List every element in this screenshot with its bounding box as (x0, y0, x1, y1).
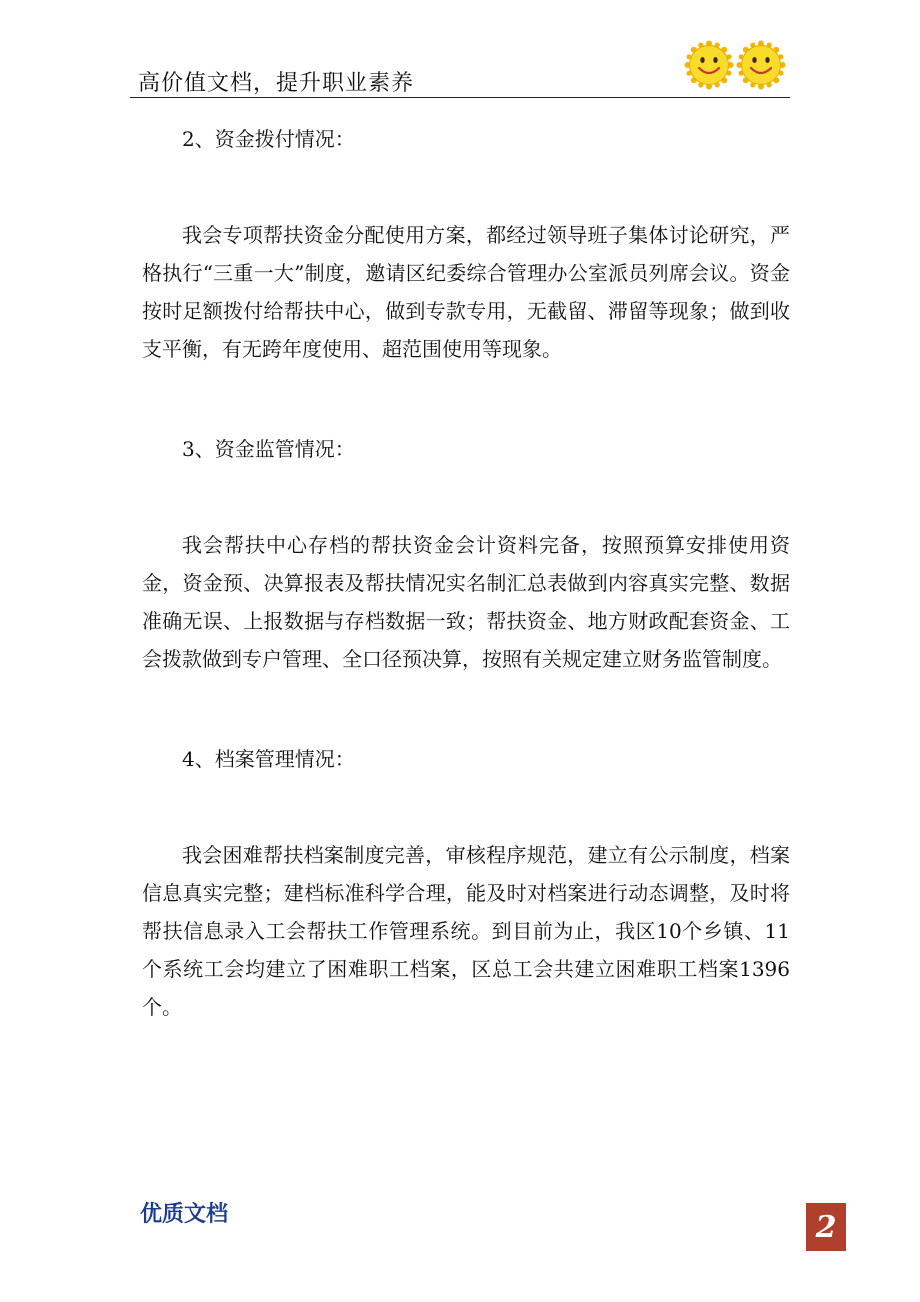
smiley-icon (736, 40, 786, 90)
header-divider (130, 97, 790, 98)
section-heading: 3、资金监管情况： (182, 437, 355, 461)
page-number: 2 (815, 1209, 837, 1245)
header-title: 高价值文档，提升职业素养 (138, 71, 415, 96)
section-paragraph: 我会困难帮扶档案制度完善，审核程序规范，建立有公示制度，档案信息真实完整；建档标准科学合理，能及时对档案进行动态调整，及时将帮扶信息录入工会帮扶工作管理系统。到目前为止，我区10个乡镇、11个系统工会均建立了困难职工档案，区总工会共建立困难职工档案1396个。 (142, 843, 790, 1019)
section-paragraph: 我会帮扶中心存档的帮扶资金会计资料完备，按照预算安排使用资金，资金预、决算报表及帮扶情况实名制汇总表做到内容真实完整、数据准确无误、上报数据与存档数据一致；帮扶资金、地方财政配套资金、工会拨款做到专户管理、全口径预决算，按照有关规定建立财务监管制度。 (142, 533, 790, 671)
document-body (142, 120, 790, 1026)
footer-label: 优质文档 (140, 1202, 229, 1227)
section-paragraph: 我会专项帮扶资金分配使用方案，都经过领导班子集体讨论研究，严格执行“三重一大”制度，邀请区纪委综合管理办公室派员列席会议。资金按时足额拨付给帮扶中心，做到专款专用，无截留、滞留等现象；做到收支平衡，有无跨年度使用、超范围使用等现象。 (142, 223, 790, 361)
section-heading: 2、资金拨付情况： (182, 127, 355, 151)
page-number-badge (806, 1203, 846, 1251)
smiley-icon (684, 40, 734, 90)
section-heading: 4、档案管理情况： (182, 747, 355, 771)
